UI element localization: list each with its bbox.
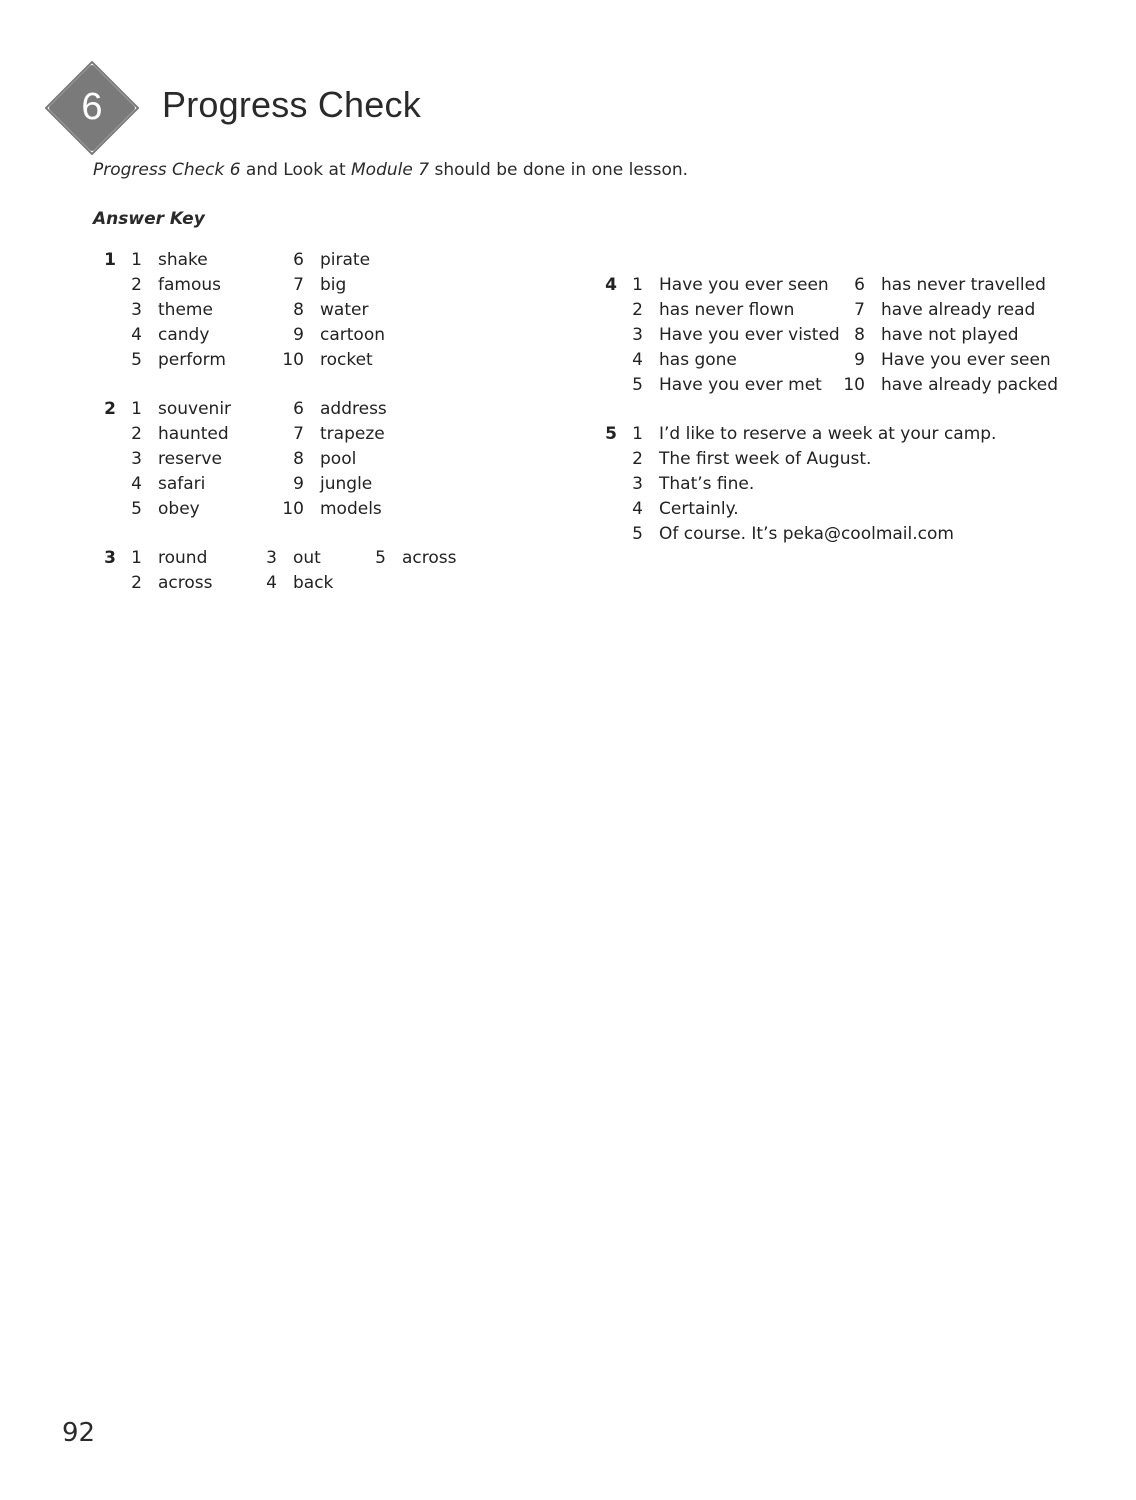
item-number: 1 [632, 275, 643, 295]
item-number: 9 [854, 349, 865, 370]
answer-text: pool [320, 448, 357, 469]
item-number: 5 [375, 548, 386, 568]
intro-text-part: and Look at [240, 160, 352, 180]
answer-text: safari [158, 473, 206, 494]
item-number: 10 [282, 498, 304, 519]
item-number: 3 [266, 548, 277, 568]
answer-key-heading: Answer Key [93, 209, 205, 229]
item-number: 10 [282, 349, 304, 370]
answer-text: I’d like to reserve a week at your camp. [659, 424, 997, 444]
item-number: 2 [632, 299, 643, 320]
intro-italic-module: Module 7 [351, 160, 430, 180]
answer-text: Have you ever visted [659, 324, 840, 345]
item-number: 7 [293, 423, 304, 444]
answer-text: big [320, 274, 347, 295]
answer-text: Have you ever seen [881, 349, 1051, 370]
exercise-number: 4 [605, 275, 617, 295]
item-number: 9 [293, 473, 304, 494]
item-number: 5 [632, 523, 643, 544]
answer-text: jungle [320, 473, 373, 494]
item-number: 1 [131, 548, 142, 568]
answer-text: across [402, 548, 457, 568]
item-number: 3 [131, 448, 142, 469]
answer-text: candy [158, 324, 210, 345]
item-number: 3 [632, 473, 643, 494]
answer-text: Certainly. [659, 498, 739, 519]
item-number: 5 [131, 349, 142, 370]
answer-text: souvenir [158, 399, 232, 419]
item-number: 6 [854, 275, 865, 295]
answer-text: haunted [158, 423, 229, 444]
exercise-number: 3 [104, 548, 116, 568]
answer-text: obey [158, 498, 200, 519]
answer-text: perform [158, 349, 226, 370]
item-number: 7 [293, 274, 304, 295]
page-title: Progress Check [162, 84, 421, 125]
exercise-number: 2 [104, 399, 116, 419]
answer-text: shake [158, 250, 208, 270]
item-number: 4 [131, 473, 142, 494]
item-number: 9 [293, 324, 304, 345]
item-number: 4 [266, 572, 277, 593]
answer-text: Of course. It’s peka@coolmail.com [659, 523, 954, 544]
item-number: 2 [131, 423, 142, 444]
item-number: 3 [632, 324, 643, 345]
item-number: 6 [293, 399, 304, 419]
answer-text: round [158, 548, 208, 568]
intro-text-part: should be done in one lesson. [429, 160, 689, 180]
answer-text: back [293, 572, 334, 593]
answer-text: reserve [158, 448, 222, 469]
item-number: 4 [632, 349, 643, 370]
answer-text: out [293, 548, 321, 568]
answer-text: has gone [659, 349, 737, 370]
answer-text: The first week of August. [659, 448, 872, 469]
item-number: 6 [293, 250, 304, 270]
answer-text: rocket [320, 349, 373, 370]
item-number: 2 [632, 448, 643, 469]
answer-text: has never travelled [881, 275, 1046, 295]
answer-text: trapeze [320, 423, 385, 444]
module-badge [44, 60, 140, 156]
answer-text: Have you ever met [659, 374, 822, 395]
answer-text: have already packed [881, 374, 1059, 395]
item-number: 1 [131, 250, 142, 270]
answer-text: pirate [320, 250, 371, 270]
answer-text: models [320, 498, 382, 519]
item-number: 8 [854, 324, 865, 345]
answer-text: address [320, 399, 387, 419]
item-number: 4 [131, 324, 142, 345]
answer-text: That’s fine. [659, 473, 755, 494]
item-number: 3 [131, 299, 142, 320]
answer-text: famous [158, 274, 221, 295]
badge-number: 6 [81, 86, 103, 128]
page-number: 92 [62, 1418, 96, 1448]
item-number: 1 [632, 424, 643, 444]
item-number: 2 [131, 572, 142, 593]
item-number: 4 [632, 498, 643, 519]
item-number: 8 [293, 299, 304, 320]
answer-text: have already read [881, 299, 1036, 320]
exercise-number: 5 [605, 424, 617, 444]
intro-italic-progress-check: Progress Check 6 [93, 160, 241, 180]
item-number: 5 [632, 374, 643, 395]
answer-text: Have you ever seen [659, 275, 829, 295]
answer-text: has never flown [659, 299, 795, 320]
intro-text [93, 160, 688, 180]
item-number: 1 [131, 399, 142, 419]
answer-text: cartoon [320, 324, 385, 345]
item-number: 7 [854, 299, 865, 320]
answer-text: have not played [881, 324, 1019, 345]
answer-text: water [320, 299, 369, 320]
item-number: 5 [131, 498, 142, 519]
exercise-number: 1 [104, 250, 116, 270]
item-number: 2 [131, 274, 142, 295]
answer-text: across [158, 572, 213, 593]
item-number: 8 [293, 448, 304, 469]
item-number: 10 [843, 374, 865, 395]
answer-text: theme [158, 299, 213, 320]
